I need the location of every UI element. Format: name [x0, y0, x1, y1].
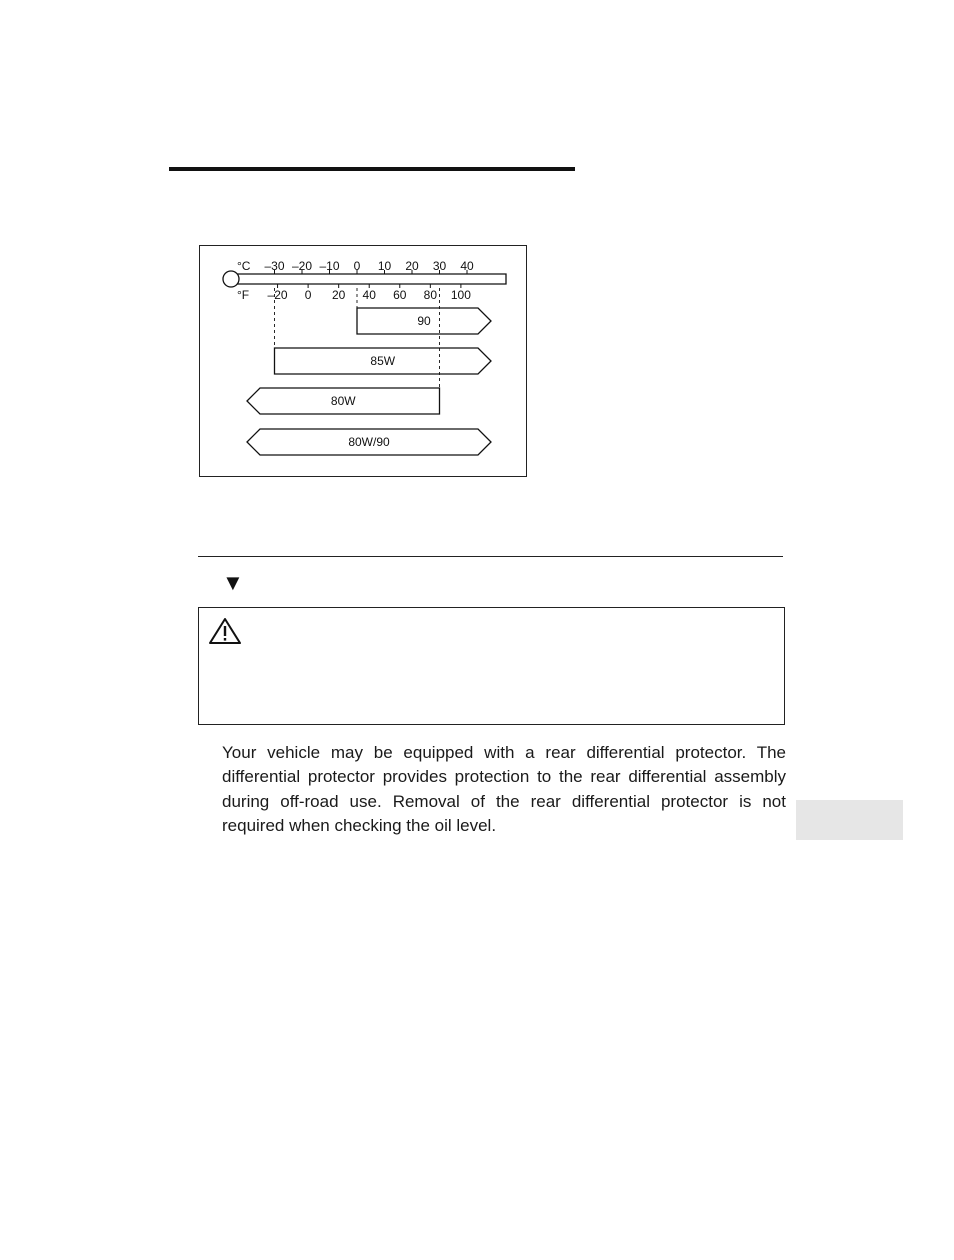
fahrenheit-tick-label: 80 [423, 288, 438, 302]
fahrenheit-unit-label: °F [237, 288, 250, 302]
celsius-tick-label: –20 [291, 259, 313, 273]
caution-box [198, 607, 785, 725]
grade-label: 85W [370, 354, 396, 368]
section-header-rule [169, 167, 575, 171]
fahrenheit-tick-label: 40 [362, 288, 376, 302]
celsius-tick-label: 20 [405, 259, 419, 273]
down-triangle-icon: ▼ [222, 570, 244, 595]
celsius-tick-label: 30 [432, 259, 447, 273]
fahrenheit-tick-label: 0 [304, 288, 312, 302]
section-divider [198, 556, 783, 557]
fahrenheit-tick-label: 20 [331, 288, 346, 302]
celsius-tick-label: –10 [319, 259, 340, 273]
fahrenheit-tick-label: –20 [267, 288, 288, 302]
grade-label: 80W/90 [348, 435, 390, 449]
celsius-tick-label: 10 [377, 259, 392, 273]
thermometer-tube [228, 274, 506, 284]
celsius-tick-label: 40 [460, 259, 474, 273]
celsius-unit-label: °C [237, 259, 251, 273]
celsius-tick-label: 0 [353, 259, 361, 273]
chapter-side-tab [796, 800, 903, 840]
fahrenheit-tick-label: 100 [450, 288, 471, 302]
oil-viscosity-chart [199, 245, 527, 477]
fahrenheit-tick-label: 60 [393, 288, 407, 302]
viscosity-chart-svg [200, 246, 528, 478]
thermometer-bulb [223, 271, 239, 287]
grade-label: 80W [330, 394, 356, 408]
body-paragraph: Your vehicle may be equipped with a rear differential protector. The differential protector provides protection to the rear differential assembly during off-road use. Removal of the rear differential protector is not required when checking the oil level. [222, 743, 786, 835]
grade-label: 90 [417, 314, 431, 328]
warning-triangle-icon [208, 617, 242, 645]
celsius-tick-label: –30 [264, 259, 285, 273]
